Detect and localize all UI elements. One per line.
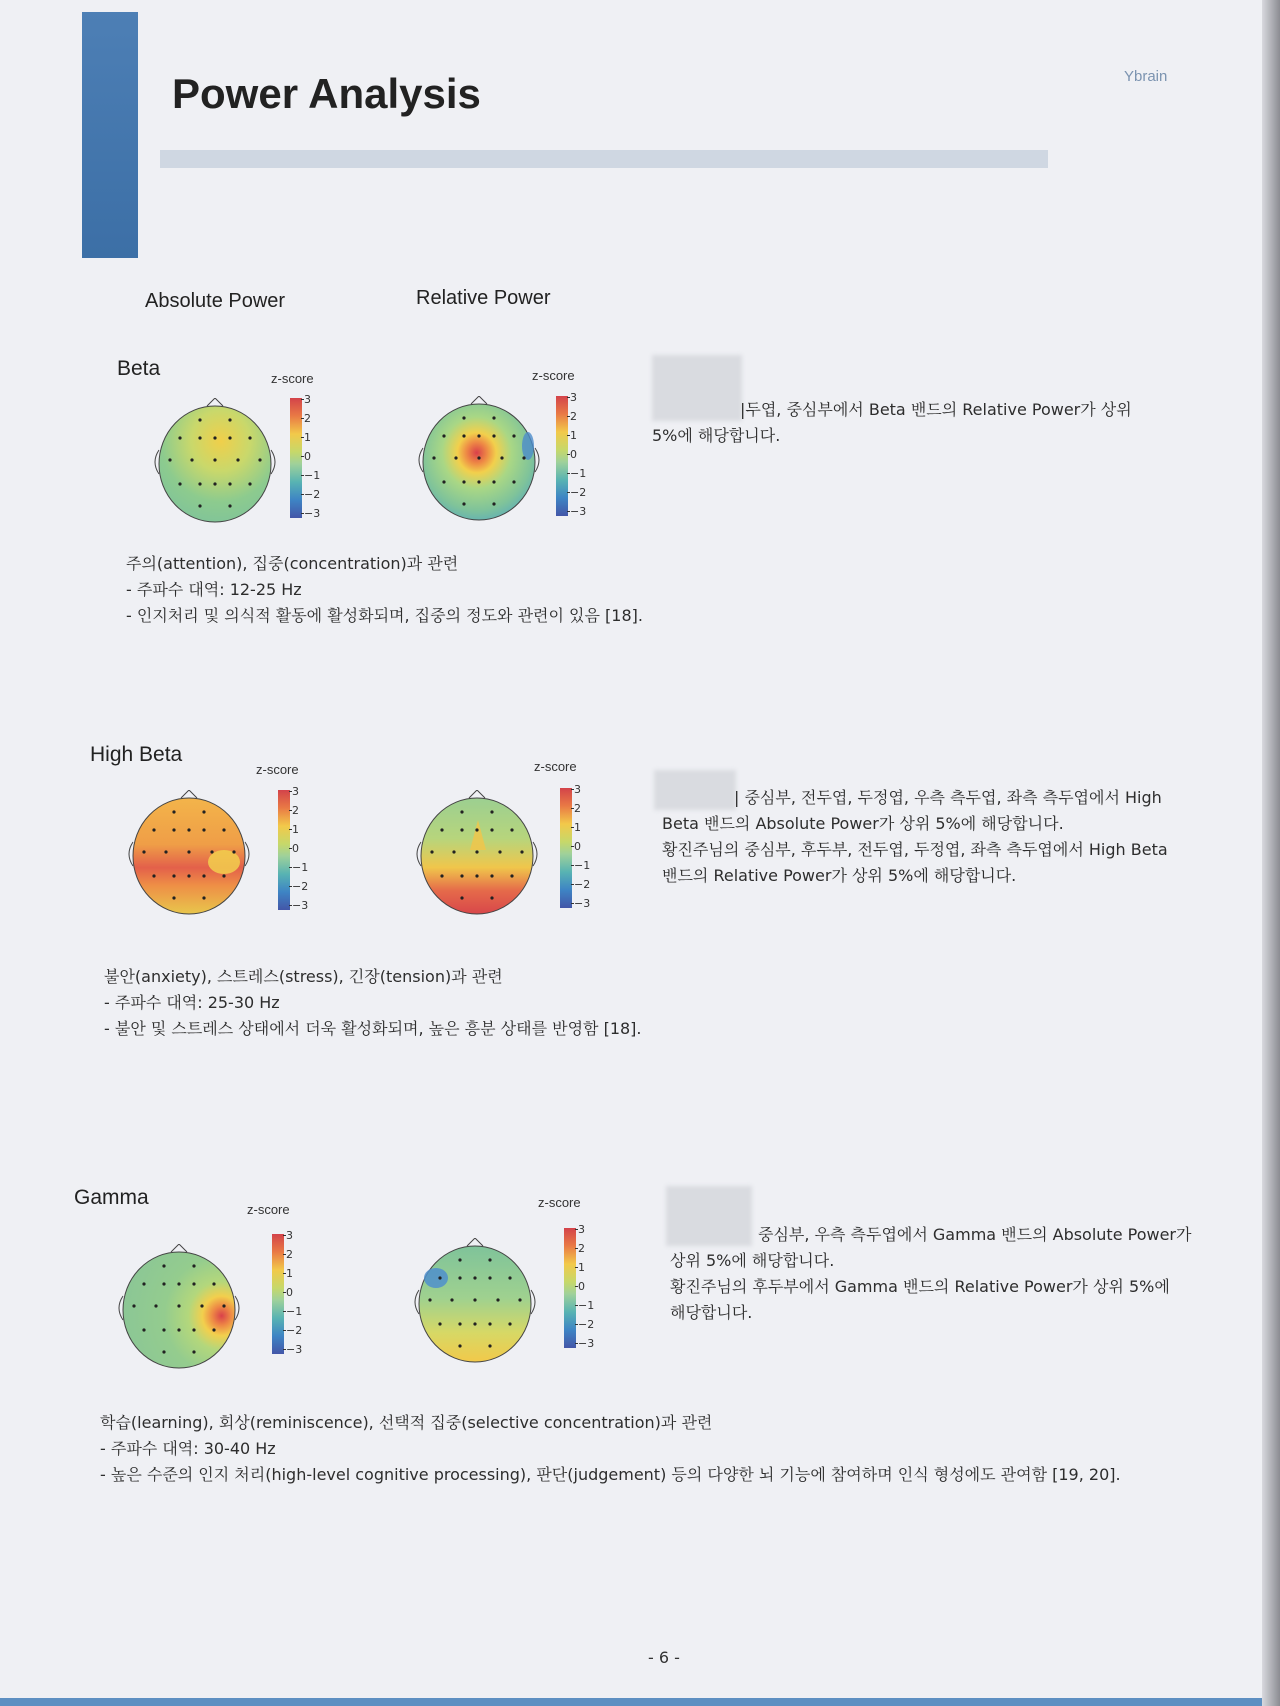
tick-label: −2 (304, 488, 321, 501)
zscore-colorbar (560, 784, 606, 912)
tick-label: −2 (570, 486, 587, 499)
tick-label: −2 (292, 880, 309, 893)
tick-label: 1 (578, 1261, 585, 1274)
zscore-label: z-score (534, 759, 577, 774)
tick-label: −1 (286, 1305, 303, 1318)
zscore-colorbar (290, 394, 336, 522)
beta-finding-text: |두엽, 중심부에서 Beta 밴드의 Relative Power가 상위 5%에 해당합니다. (652, 400, 1132, 445)
high-beta-description: 불안(anxiety), 스트레스(stress), 긴장(tension)과 관련 - 주파수 대역: 25-30 Hz - 불안 및 스트레스 상태에서 더욱 활성화되며, 높은 흥분 상태를 반영함 [18]. (104, 967, 642, 1038)
topomap-gamma-absolute (114, 1244, 244, 1372)
tick-label: 2 (286, 1248, 293, 1261)
tick-label: 1 (292, 823, 299, 836)
relative-power-header: Relative Power (416, 287, 551, 309)
tick-label: 0 (578, 1280, 585, 1293)
brand-logo-text: Ybrain (1124, 68, 1168, 85)
title-underline-bar (160, 150, 1048, 168)
tick-label: −1 (578, 1299, 595, 1312)
band-title-beta: Beta (117, 357, 161, 380)
tick-label: −3 (570, 505, 587, 518)
zscore-label: z-score (532, 368, 575, 383)
tick-label: 2 (570, 410, 577, 423)
page-edge-shadow (1262, 0, 1280, 1706)
tick-label: −1 (574, 859, 591, 872)
tick-label: 1 (570, 429, 577, 442)
high-beta-finding-text: | 중심부, 전두엽, 두정엽, 우측 측두엽, 좌측 측두엽에서 High Beta 밴드의 Absolute Power가 상위 5%에 해당합니다. 황진주님의 중심부, 후두부, 전두엽, 두정엽, 좌측 측두엽에서 High Beta 밴드의 Relative Power가 상위 5%에 해당합니다. (662, 788, 1168, 885)
tick-label: 0 (570, 448, 577, 461)
gamma-description: 학습(learning), 회상(reminiscence), 선택적 집중(selective concentration)과 관련 - 주파수 대역: 30-40 Hz - 높은 수준의 인지 처리(high-level cognitive processing), 판단(judgement) 등의 다양한 뇌 기능에 참여하며 인식 형성에도 관여함 [19, 20]. (100, 1413, 1121, 1484)
tick-label: −3 (578, 1337, 595, 1350)
tick-label: 0 (574, 840, 581, 853)
topomap-beta-relative (414, 396, 544, 524)
topomap-high-beta-absolute (124, 790, 254, 918)
spine-text (100, 60, 120, 240)
page-number: - 6 - (648, 1648, 680, 1667)
zscore-colorbar (278, 786, 324, 914)
tick-label: 0 (292, 842, 299, 855)
tick-label: −1 (570, 467, 587, 480)
band-title-gamma: Gamma (74, 1186, 149, 1209)
tick-label: 3 (286, 1229, 293, 1242)
tick-label: 3 (578, 1223, 585, 1236)
tick-label: 2 (574, 802, 581, 815)
tick-label: −1 (292, 861, 309, 874)
tick-label: 2 (292, 804, 299, 817)
gamma-finding-text: 중심부, 우측 측두엽에서 Gamma 밴드의 Absolute Power가 상위 5%에 해당합니다. 황진주님의 후두부에서 Gamma 밴드의 Relative Power가 상위 5%에 해당합니다. (670, 1225, 1192, 1322)
tick-label: −2 (286, 1324, 303, 1337)
tick-label: 3 (292, 785, 299, 798)
zscore-label: z-score (247, 1202, 290, 1217)
zscore-label: z-score (271, 371, 314, 386)
tick-label: −2 (574, 878, 591, 891)
tick-label: −1 (304, 469, 321, 482)
tick-label: 3 (304, 393, 311, 406)
zscore-label: z-score (538, 1195, 581, 1210)
tick-label: −2 (578, 1318, 595, 1331)
tick-label: 1 (304, 431, 311, 444)
zscore-colorbar (272, 1230, 318, 1358)
page-title: Power Analysis (172, 70, 481, 117)
band-title-high-beta: High Beta (90, 743, 183, 766)
tick-label: 0 (286, 1286, 293, 1299)
tick-label: −3 (304, 507, 321, 520)
tick-label: 0 (304, 450, 311, 463)
bottom-accent-strip (0, 1698, 1262, 1706)
tick-label: 3 (574, 783, 581, 796)
absolute-power-header: Absolute Power (145, 290, 286, 312)
zscore-label: z-score (256, 762, 299, 777)
tick-label: 1 (286, 1267, 293, 1280)
zscore-colorbar (556, 392, 602, 520)
tick-label: −3 (292, 899, 309, 912)
tick-label: −3 (286, 1343, 303, 1356)
beta-description: 주의(attention), 집중(concentration)과 관련 - 주파수 대역: 12-25 Hz - 인지처리 및 의식적 활동에 활성화되며, 집중의 정도와 관련이 있음 [18]. (126, 554, 643, 625)
zscore-colorbar (564, 1224, 610, 1352)
tick-label: 2 (304, 412, 311, 425)
tick-label: 3 (570, 391, 577, 404)
tick-label: 1 (574, 821, 581, 834)
topomap-high-beta-relative (412, 790, 542, 918)
tick-label: −3 (574, 897, 591, 910)
tick-label: 2 (578, 1242, 585, 1255)
topomap-beta-absolute (150, 398, 280, 526)
topomap-gamma-relative (410, 1238, 540, 1366)
